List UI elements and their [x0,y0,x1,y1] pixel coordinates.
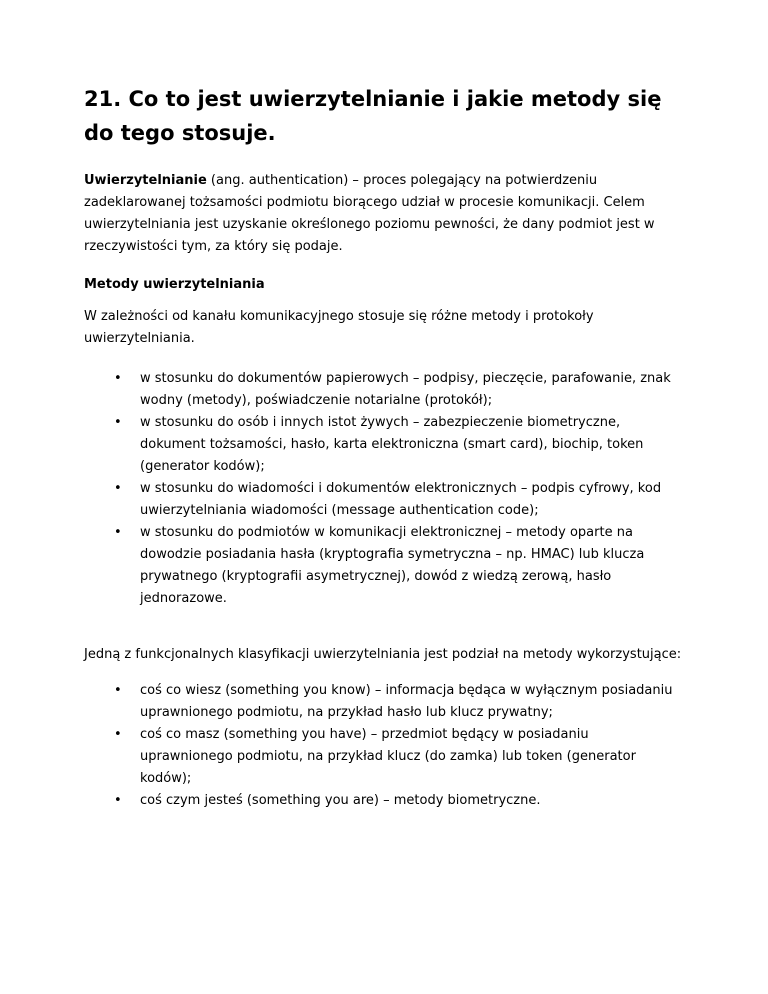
list-item [84,724,684,790]
list-item [84,412,684,478]
spacer [84,610,684,644]
bullet-icon: • [114,481,122,496]
bullet-icon: • [114,727,122,742]
list-item [84,368,684,412]
list-item-text: w stosunku do dokumentów papierowych – podpisy, pieczęcie, parafowanie, znak wodny (metody), poświadczenie notarialne (protokół); [140,371,671,408]
classification-intro: Jedną z funkcjonalnych klasyfikacji uwierzytelniania jest podział na metody wykorzystujące: [84,647,682,662]
definition-text: (ang. authentication) – proces polegający na potwierdzeniu zadeklarowanej tożsamości podmiotu biorącego udział w procesie komunikacji. Celem uwierzytelniania jest uzyskanie określonego poziomu pewności, że dany podmiot jest w rzeczywistości tym, za który się podaje. [84,173,655,254]
methods-list [84,368,684,610]
list-item [84,522,684,610]
list-item [84,790,684,812]
methods-heading: Metody uwierzytelniania [84,277,265,292]
bullet-icon: • [114,371,122,386]
list-item-text: w stosunku do osób i innych istot żywych – zabezpieczenie biometryczne, dokument tożsamości, hasło, karta elektroniczna (smart card), biochip, token (generator kodów); [140,415,644,474]
list-item [84,680,684,724]
bullet-icon: • [114,415,122,430]
bullet-icon: • [114,793,122,808]
list-item-text: w stosunku do podmiotów w komunikacji elektronicznej – metody oparte na dowodzie posiadania hasła (kryptografia symetryczna – np. HMAC) lub klucza prywatnego (kryptografii asymetrycznej), dowód z wiedzą zerową, hasło jednorazowe. [140,525,645,606]
document-title: 21. Co to jest uwierzytelnianie i jakie metody się do tego stosuje. [84,87,662,145]
list-item-text: coś czym jesteś (something you are) – metody biometryczne. [140,793,541,808]
definition-paragraph [84,170,684,258]
methods-intro: W zależności od kanału komunikacyjnego stosuje się różne metody i protokoły uwierzytelniania. [84,309,594,346]
classification-list [84,680,684,812]
bullet-icon: • [114,525,122,540]
definition-term: Uwierzytelnianie [84,173,207,188]
document-page [84,82,684,812]
list-item [84,478,684,522]
list-item-text: coś co wiesz (something you know) – informacja będąca w wyłącznym posiadaniu uprawnionego podmiotu, na przykład hasło lub klucz prywatny; [140,683,673,720]
bullet-icon: • [114,683,122,698]
list-item-text: w stosunku do wiadomości i dokumentów elektronicznych – podpis cyfrowy, kod uwierzytelniania wiadomości (message authentication code); [140,481,662,518]
list-item-text: coś co masz (something you have) – przedmiot będący w posiadaniu uprawnionego podmiotu, na przykład klucz (do zamka) lub token (generator kodów); [140,727,636,786]
